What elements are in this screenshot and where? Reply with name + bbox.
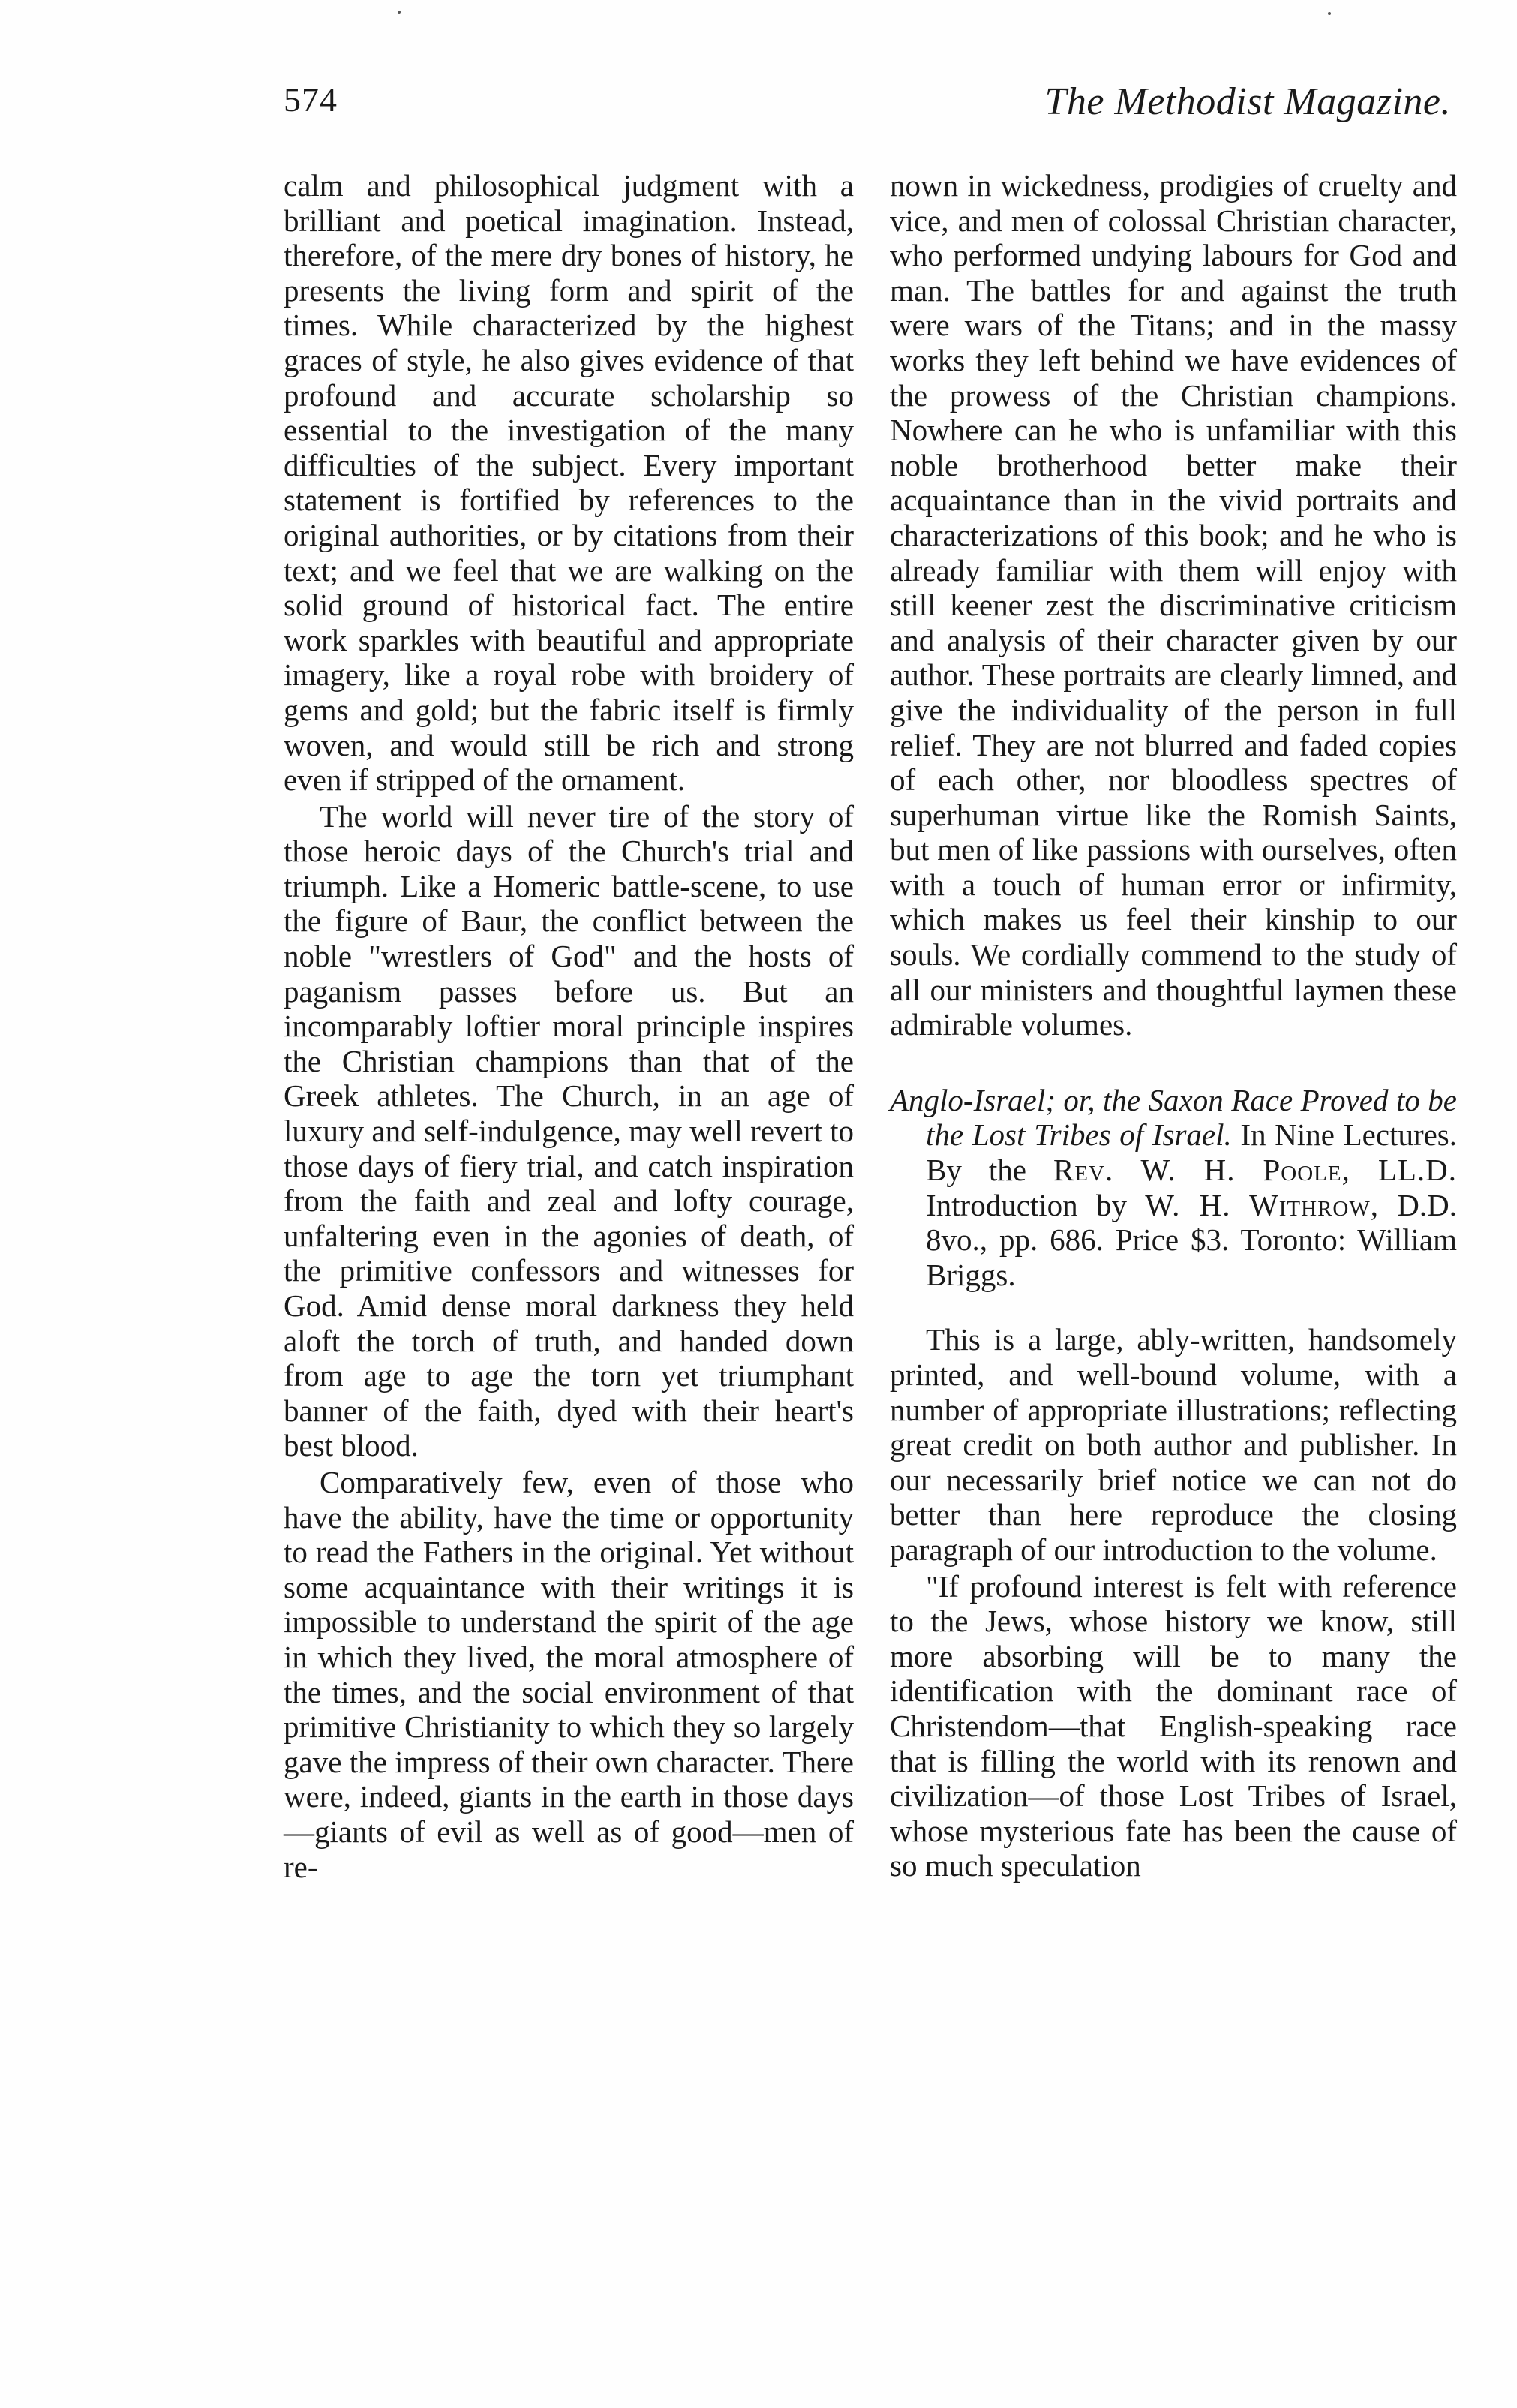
running-title: The Methodist Magazine. [1044, 80, 1451, 123]
left-column [284, 168, 854, 1884]
right-column [890, 168, 1457, 1883]
book-lectures: In Nine Lectures. By the [926, 1117, 1457, 1188]
book-author: Rev. W. H. Poole, LL.D. [1053, 1153, 1458, 1188]
paragraph-continued: nown in wickedness, prodigies of cruelty and vice, and men of colossal Christian character, who performed undying labours for God and man. The battles for and against the truth were wars of the Titans; and in the massy works they left behind we have evidences of the prowess of the Christian champions. Nowhere can he who is unfamiliar with this noble brotherhood better make their acquaintance than in the vivid portraits and characterizations of this book; and he who is already familiar with them will enjoy with still keener zest the discriminative criticism and analysis of their character given by our author. These portraits are clearly limned, and give the individuality of the person in full relief. They are not blurred and faded copies of each other, nor bloodless spectres of superhuman virtue like the Romish Saints, but men of like passions with ourselves, often with a touch of human error or infirmity, which makes us feel their kinship to our souls. We cordially commend to the study of all our ministers and thoughtful laymen these admirable volumes. [890, 168, 1457, 1042]
print-speck [398, 11, 401, 14]
page-number: 574 [284, 80, 338, 119]
book-intro-author: W. H. Withrow, [1145, 1187, 1379, 1222]
paragraph: Comparatively few, even of those who have the ability, have the time or opportunity to read the Fathers in the original. Yet without some acquaintance with their writings it is impossible to understand the spirit of the age in which they lived, the moral atmosphere of the times, and the social environment of that primitive Christianity to which they so largely gave the impress of their own character. There were, indeed, giants in the earth in those days—giants of evil as well as of good—men of re- [284, 1464, 854, 1884]
book-intro-prefix: Introduction by [926, 1187, 1127, 1222]
book-review-heading [890, 1083, 1457, 1293]
book-details: D.D. 8vo., pp. 686. Price $3. Toronto: William Briggs. [926, 1187, 1457, 1292]
paragraph: calm and philosophical judgment with a brilliant and poetical imagination. Instead, therefore, of the mere dry bones of history, he presents the living form and spirit of the times. While characterized by the highest graces of style, he also gives evidence of that profound and accurate scholarship so essential to the investigation of the many difficulties of the subject. Every important statement is fortified by references to the original authorities, or by citations from their text; and we feel that we are walking on the solid ground of historical fact. The entire work sparkles with beautiful and appropriate imagery, like a royal robe with broidery of gems and gold; but the fabric itself is firmly woven, and would still be rich and strong even if stripped of the ornament. [284, 168, 854, 798]
page-header [284, 80, 1454, 140]
paragraph: This is a large, ably-written, handsomely printed, and well-bound volume, with a number of appropriate illustrations; reflecting great credit on both author and publisher. In our necessarily brief notice we can not do better than here reproduce the closing paragraph of our introduction to the volume. [890, 1322, 1457, 1567]
paragraph: "If profound interest is felt with reference to the Jews, whose history we know, still more absorbing will be to many the identification with the dominant race of Christendom—that English-speaking race that is filling the world with its renown and civilization—of those Lost Tribes of Israel, whose mysterious fate has been the cause of so much speculation [890, 1568, 1457, 1883]
paragraph: The world will never tire of the story of those heroic days of the Church's trial and triumph. Like a Homeric battle-scene, to use the figure of Baur, the conflict between the noble "wrestlers of God" and the hosts of paganism passes before us. But an incomparably loftier moral principle inspires the Christian champions than that of the Greek athletes. The Church, in an age of luxury and self-indulgence, may well revert to those days of fiery trial, and catch inspiration from the faith and zeal and lofty courage, unfaltering even in the agonies of death, of the primitive confessors and witnesses for God. Amid dense moral darkness they held aloft the torch of truth, and handed down from age to age the torn yet triumphant banner of the faith, dyed with their heart's best blood. [284, 798, 854, 1463]
book-title: Anglo-Israel; or, the Saxon Race Proved to be the Lost Tribes of Israel. [890, 1082, 1457, 1153]
print-speck [1328, 12, 1331, 15]
